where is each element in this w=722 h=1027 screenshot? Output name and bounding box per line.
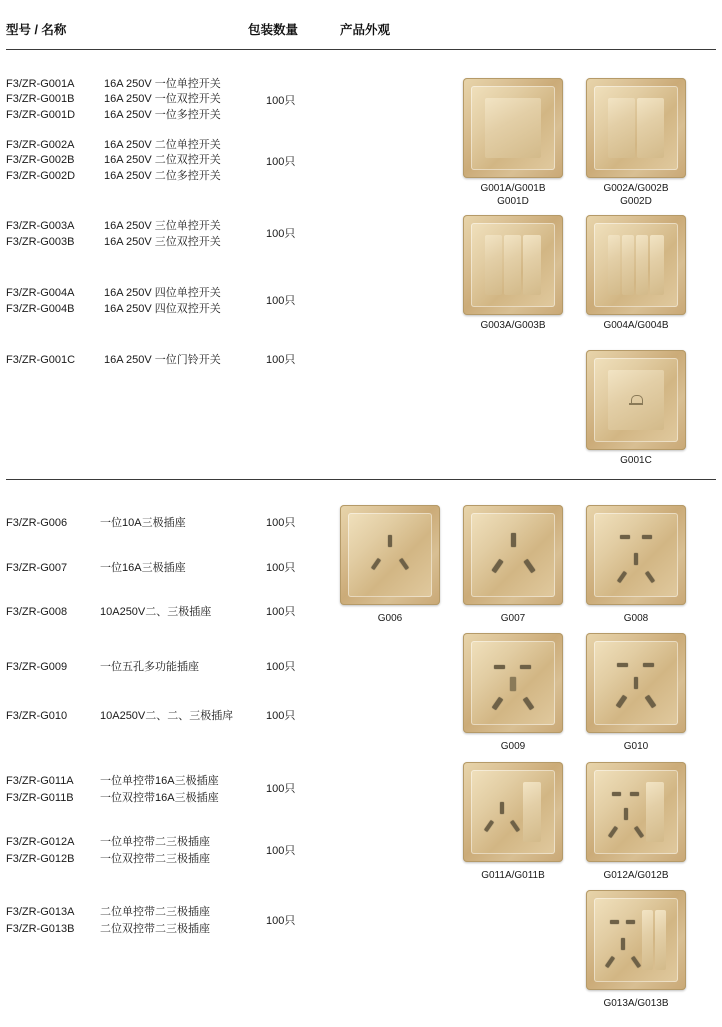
- caption-g004: G004A/G004B: [603, 320, 669, 331]
- model-description: 一位双控带16A三极插座: [100, 792, 219, 804]
- caption-g006: G006: [377, 613, 403, 624]
- caption-g001c: G001C: [620, 455, 652, 466]
- socket-switch-plate-1gang-5hole: [586, 762, 686, 862]
- rocker-2: [655, 910, 666, 970]
- caption-g002-line1: G002A/G002B: [603, 183, 669, 194]
- model-code: F3/ZR-G001C: [6, 354, 76, 366]
- pin-hole: [624, 808, 628, 820]
- caption-g003: G003A/G003B: [480, 320, 546, 331]
- rocker-2: [637, 98, 664, 158]
- model-code: F3/ZR-G007: [6, 562, 68, 574]
- model-code: F3/ZR-G013A: [6, 906, 75, 918]
- product-image-g003: [463, 215, 563, 315]
- model-code: F3/ZR-G001A: [6, 78, 75, 90]
- pin-hole: [500, 802, 504, 814]
- model-description: 16A 250V 四位单控开关: [104, 287, 221, 299]
- model-description: 16A 250V 一位多控开关: [104, 109, 221, 121]
- socket-plate-3pin: [340, 505, 440, 605]
- socket-plate-3pin-16a: [463, 505, 563, 605]
- rocker-2: [504, 235, 521, 295]
- model-description: 一位双控带二三极插座: [100, 853, 210, 865]
- switch-plate-4gang: [586, 215, 686, 315]
- model-description: 10A250V二、三极插座: [100, 606, 212, 618]
- product-image-g012: [586, 762, 686, 862]
- model-description: 10A250V二、二、三极插戽: [100, 710, 234, 722]
- product-image-g002: [586, 78, 686, 178]
- socket-plate-multifunction: [463, 633, 563, 733]
- pin-hole: [626, 920, 635, 924]
- column-header-appearance: 产品外观: [340, 23, 391, 37]
- product-image-g006: [340, 505, 440, 605]
- model-code: F3/ZR-G012B: [6, 853, 75, 865]
- switch-plate-3gang: [463, 215, 563, 315]
- product-image-g004: [586, 215, 686, 315]
- caption-g013: G013A/G013B: [603, 998, 669, 1009]
- package-quantity: 100只: [266, 95, 296, 107]
- pin-hole: [520, 665, 531, 669]
- rocker-1: [608, 98, 635, 158]
- caption-g012: G012A/G012B: [603, 870, 669, 881]
- model-code: F3/ZR-G004B: [6, 303, 75, 315]
- package-quantity: 100只: [266, 606, 296, 618]
- package-quantity: 100只: [266, 517, 296, 529]
- model-description: 一位10A三极插座: [100, 517, 186, 529]
- model-description: 一位五孔多功能插座: [100, 661, 199, 673]
- rocker-1: [608, 235, 620, 295]
- model-description: 16A 250V 二位双控开关: [104, 154, 221, 166]
- product-image-g008: [586, 505, 686, 605]
- pin-hole: [388, 535, 392, 547]
- package-quantity: 100只: [266, 783, 296, 795]
- model-description: 二位单控带二三极插座: [100, 906, 210, 918]
- model-description: 二位双控带二三极插座: [100, 923, 210, 935]
- socket-plate-2-3pin: [586, 505, 686, 605]
- model-description: 一位单控带16A三极插座: [100, 775, 219, 787]
- section-divider: [6, 479, 716, 480]
- pin-hole: [610, 920, 619, 924]
- product-image-g009: [463, 633, 563, 733]
- product-image-g013: [586, 890, 686, 990]
- model-description: 16A 250V 一位门铃开关: [104, 354, 221, 366]
- model-description: 16A 250V 三位单控开关: [104, 220, 221, 232]
- rocker-1: [646, 782, 664, 842]
- socket-switch-plate-1gang-3pin: [463, 762, 563, 862]
- rocker-4: [650, 235, 664, 295]
- pin-hole: [634, 553, 638, 565]
- model-code: F3/ZR-G011B: [6, 792, 74, 804]
- bell-icon: [629, 395, 643, 407]
- pin-hole: [612, 792, 621, 796]
- model-description: 16A 250V 二位多控开关: [104, 170, 221, 182]
- model-description: 16A 250V 一位双控开关: [104, 93, 221, 105]
- pin-hole: [620, 535, 630, 539]
- socket-plate-2-2-3pin: [586, 633, 686, 733]
- header-divider: [6, 49, 716, 50]
- caption-g010: G010: [623, 741, 649, 752]
- package-quantity: 100只: [266, 156, 296, 168]
- product-image-g001: [463, 78, 563, 178]
- rocker-1: [485, 98, 541, 158]
- caption-g001-line1: G001A/G001B: [480, 183, 546, 194]
- rocker-1: [608, 370, 664, 430]
- model-description: 一位16A三极插座: [100, 562, 186, 574]
- pin-hole: [643, 663, 654, 667]
- model-code: F3/ZR-G002A: [6, 139, 75, 151]
- caption-g002-line2: G002D: [620, 196, 652, 207]
- rocker-2: [622, 235, 634, 295]
- pin-hole: [642, 535, 652, 539]
- package-quantity: 100只: [266, 354, 296, 366]
- package-quantity: 100只: [266, 228, 296, 240]
- model-code: F3/ZR-G009: [6, 661, 68, 673]
- column-header-model: 型号 / 名称: [6, 23, 67, 37]
- model-code: F3/ZR-G006: [6, 517, 68, 529]
- package-quantity: 100只: [266, 710, 296, 722]
- model-code: F3/ZR-G003A: [6, 220, 75, 232]
- model-code: F3/ZR-G003B: [6, 236, 75, 248]
- caption-g008: G008: [623, 613, 649, 624]
- model-code: F3/ZR-G004A: [6, 287, 75, 299]
- caption-g009: G009: [500, 741, 526, 752]
- rocker-3: [523, 235, 541, 295]
- model-code: F3/ZR-G002B: [6, 154, 75, 166]
- pin-hole: [634, 677, 638, 689]
- product-image-g001c: [586, 350, 686, 450]
- model-description: 16A 250V 一位单控开关: [104, 78, 221, 90]
- model-code: F3/ZR-G001D: [6, 109, 76, 121]
- package-quantity: 100只: [266, 915, 296, 927]
- pin-hole: [630, 792, 639, 796]
- model-code: F3/ZR-G013B: [6, 923, 75, 935]
- rocker-1: [642, 910, 653, 970]
- model-code: F3/ZR-G010: [6, 710, 68, 722]
- caption-g011: G011A/G011B: [481, 870, 545, 881]
- model-code: F3/ZR-G002D: [6, 170, 76, 182]
- switch-plate-1gang: [463, 78, 563, 178]
- product-image-g010: [586, 633, 686, 733]
- product-image-g007: [463, 505, 563, 605]
- package-quantity: 100只: [266, 295, 296, 307]
- product-image-g011: [463, 762, 563, 862]
- caption-g007: G007: [500, 613, 526, 624]
- rocker-1: [523, 782, 541, 842]
- pin-hole: [511, 533, 516, 547]
- model-code: F3/ZR-G012A: [6, 836, 75, 848]
- package-quantity: 100只: [266, 562, 296, 574]
- package-quantity: 100只: [266, 845, 296, 857]
- rocker-3: [636, 235, 648, 295]
- pin-hole: [510, 677, 516, 691]
- socket-switch-plate-2gang-5hole: [586, 890, 686, 990]
- switch-plate-2gang: [586, 78, 686, 178]
- model-description: 16A 250V 四位双控开关: [104, 303, 221, 315]
- model-description: 16A 250V 三位双控开关: [104, 236, 221, 248]
- model-description: 16A 250V 二位单控开关: [104, 139, 221, 151]
- model-code: F3/ZR-G011A: [6, 775, 74, 787]
- column-header-quantity: 包装数量: [248, 23, 299, 37]
- model-code: F3/ZR-G001B: [6, 93, 75, 105]
- pin-hole: [621, 938, 625, 950]
- pin-hole: [494, 665, 505, 669]
- rocker-1: [485, 235, 502, 295]
- model-description: 一位单控带二三极插座: [100, 836, 210, 848]
- model-code: F3/ZR-G008: [6, 606, 68, 618]
- table-header: [0, 16, 722, 46]
- pin-hole: [617, 663, 628, 667]
- package-quantity: 100只: [266, 661, 296, 673]
- caption-g001-line2: G001D: [497, 196, 529, 207]
- switch-plate-doorbell: [586, 350, 686, 450]
